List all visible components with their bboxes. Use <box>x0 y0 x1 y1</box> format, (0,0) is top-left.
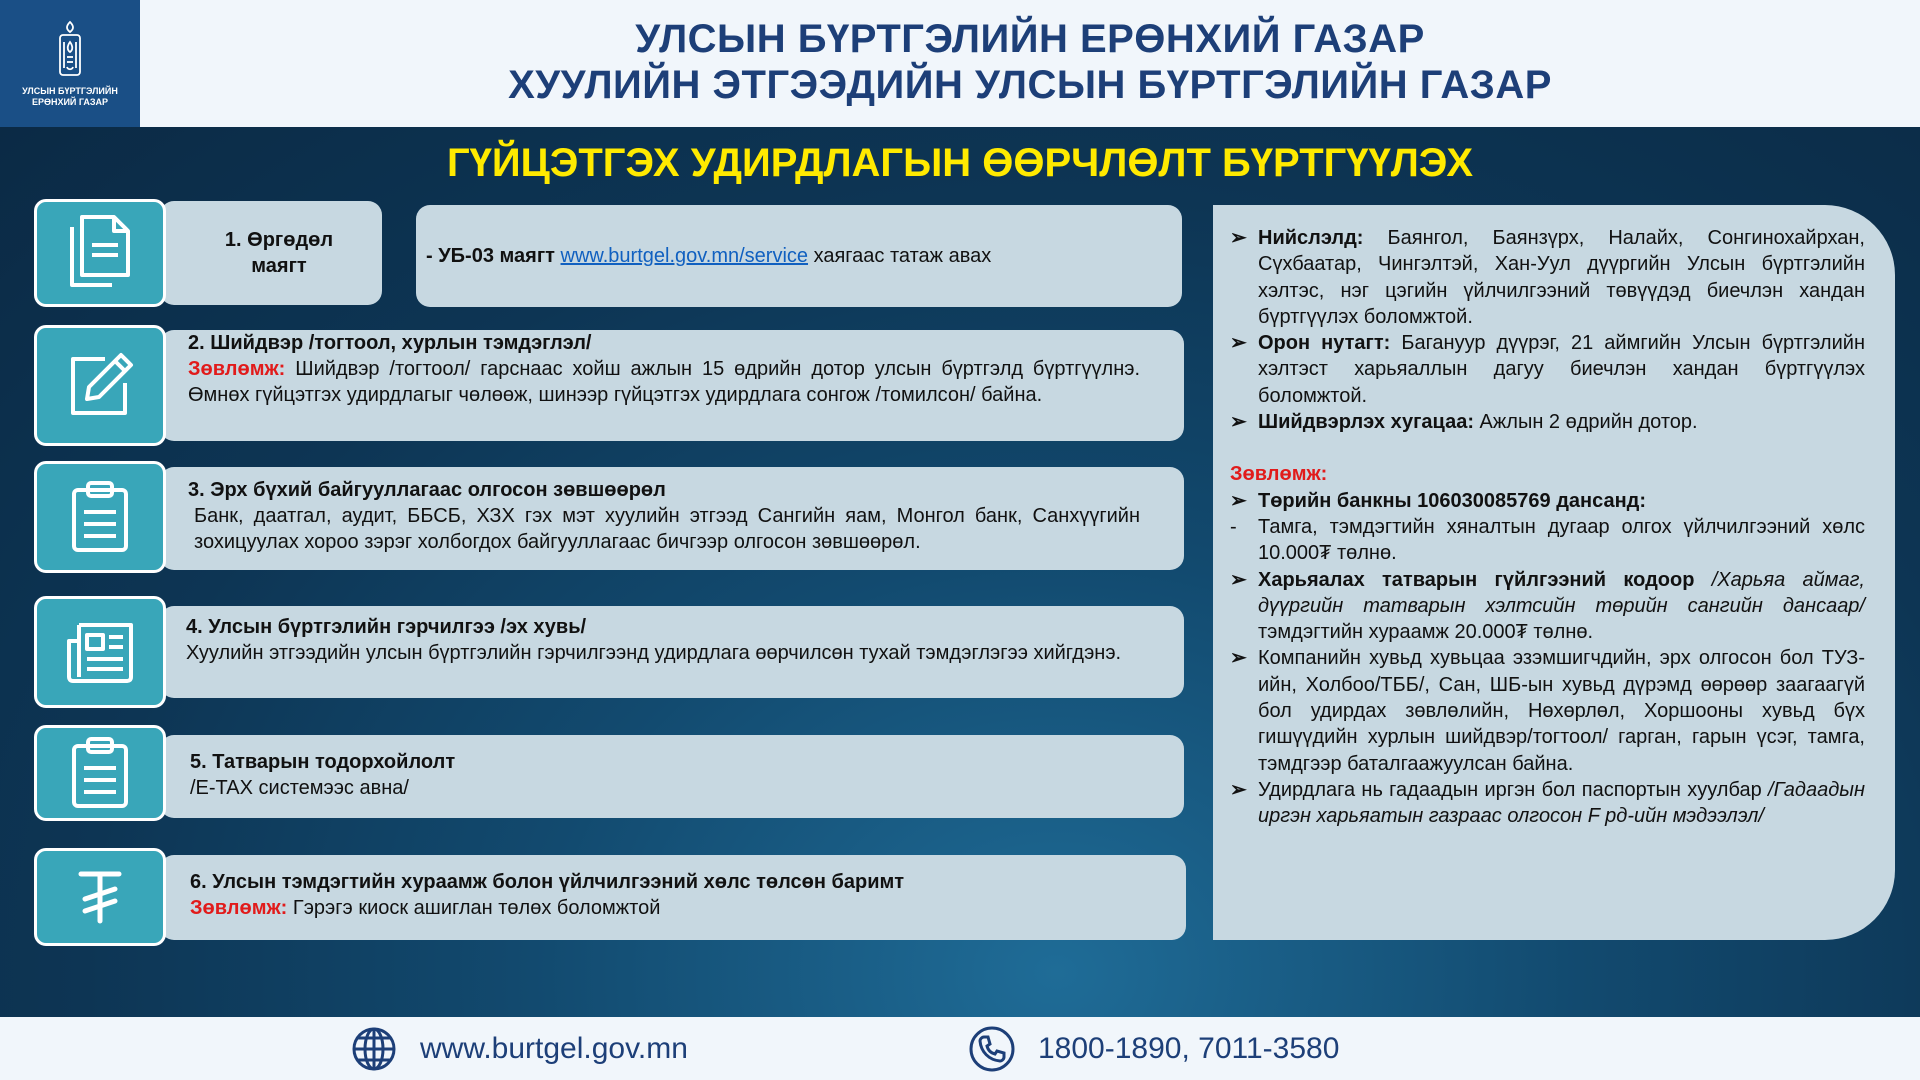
step-3-body: Банк, даатгал, аудит, ББСБ, ХЗХ гэх мэт хуулийн этгээд Сангийн яам, Монгол банк, Санхүүгийн зохицуулах хороо зэрэг холбогдох байгууллагаас бичгээр олгосон зөвшөөрөл. <box>194 505 1140 553</box>
header-title-line1: УЛСЫН БҮРТГЭЛИЙН ЕРӨНХИЙ ГАЗАР <box>635 17 1425 61</box>
footer-phone[interactable] <box>968 1025 1339 1073</box>
arrow-icon: ➢ <box>1230 647 1247 670</box>
edit-icon <box>65 351 135 421</box>
phone-number[interactable]: 1800-1890, 7011-3580 <box>1038 1032 1340 1065</box>
step-6-title: 6. Улсын тэмдэгтийн хураамж болон үйлчилгээний хөлс төлсөн баримт <box>190 871 905 893</box>
clipboard-icon <box>68 736 132 810</box>
step-2-box <box>160 330 1184 441</box>
footer <box>0 1017 1920 1080</box>
service-link[interactable]: www.burtgel.gov.mn/service <box>560 245 809 267</box>
step-1-icon-box <box>34 199 166 307</box>
step-2-icon-box <box>34 325 166 446</box>
header-title-line2: ХУУЛИЙН ЭТГЭЭДИЙН УЛСЫН БҮРТГЭЛИЙН ГАЗАР <box>508 63 1552 107</box>
step-1-desc-box <box>416 205 1182 307</box>
info-item-tax: ➢ Харьяалах татварын гүйлгээний кодоор /Харьяа аймаг, дүүргийн татварын хэлтсийн төрийн сангийн дансаар/ тэмдэгтийн хураамж 20.000₮ төлнө. <box>1230 567 1865 646</box>
step-3-icon-box <box>34 461 166 573</box>
recommendation-label: Зөвлөмж: <box>1230 463 1328 486</box>
arrow-icon: ➢ <box>1230 227 1247 249</box>
tugrik-icon <box>77 869 123 925</box>
footer-website[interactable] <box>350 1025 688 1073</box>
info-panel <box>1213 205 1895 940</box>
emblem-icon <box>57 20 83 78</box>
info-item-stamp-fee: - Тамга, тэмдэгтийн хяналтын дугаар олгох үйлчилгээний хөлс 10.000₮ төлнө. <box>1230 515 1865 565</box>
step-1-suffix: хаягаас татаж авах <box>808 245 992 267</box>
info-item-bank: ➢ Төрийн банкны 106030085769 дансанд: <box>1230 488 1865 514</box>
step-5-body: /E-TAX системээс авна/ <box>190 777 409 799</box>
arrow-icon: ➢ <box>1230 332 1247 355</box>
step-1-prefix: - УБ-03 маягт <box>426 245 561 267</box>
header-title <box>140 16 1920 108</box>
arrow-icon: ➢ <box>1230 411 1247 434</box>
step-1-title: 1. Өргөдөл маягт <box>224 229 334 277</box>
step-6-body: Зөвлөмж: Гэрэгэ киоск ашиглан төлөх боломжтой <box>190 897 661 919</box>
step-6-icon-box <box>34 848 166 946</box>
arrow-icon: ➢ <box>1230 568 1247 591</box>
info-item-foreign: ➢ Удирдлага нь гадаадын иргэн бол паспортын хуулбар /Гадаадын иргэн харьяатын газраас олгосон F рд-ийн мэдээлэл/ <box>1230 777 1865 830</box>
step-2-title: 2. Шийдвэр /тогтоол, хурлын тэмдэглэл/ <box>188 332 592 354</box>
logo[interactable] <box>0 0 140 127</box>
globe-icon <box>350 1025 398 1073</box>
header <box>0 0 1920 127</box>
step-3-title: 3. Эрх бүхий байгууллагаас олгосон зөвшөөрөл <box>188 479 666 501</box>
step-4-title: 4. Улсын бүртгэлийн гэрчилгээ /эх хувь/ <box>186 616 587 638</box>
phone-icon <box>968 1025 1016 1073</box>
step-4-box <box>160 606 1184 698</box>
step-2-body: Зөвлөмж: Шийдвэр /тогтоол/ гарснаас хойш ажлын 15 өдрийн дотор улсын бүртгэлд бүртгүүлнэ. Өмнөх гүйцэтгэх удирдлагыг чөлөөж, шинээр гүйцэтгэх удирдлага сонгож /томилсон/ байна. <box>188 358 1140 406</box>
logo-text: УЛСЫН БҮРТГЭЛИЙН ЕРӨНХИЙ ГАЗАР <box>22 85 118 107</box>
step-5-title: 5. Татварын тодорхойлолт <box>190 751 456 773</box>
step-5-box <box>160 735 1184 818</box>
arrow-icon: ➢ <box>1230 489 1247 512</box>
step-5-icon-box <box>34 725 166 821</box>
step-6-note-label: Зөвлөмж: <box>190 897 288 919</box>
page-title: ГҮЙЦЭТГЭХ УДИРДЛАГЫН ӨӨРЧЛӨЛТ БҮРТГҮҮЛЭХ <box>446 141 1473 185</box>
info-item-capital: ➢ Нийслэлд: Баянгол, Баянзүрх, Налайх, Сонгинохайрхан, Сүхбаатар, Чингэлтэй, Хан-Уул дүүргийн Улсын бүртгэлийн хэлтэс, нэг цэгийн үйлчилгээний төвүүдэд биечлэн хандан бүртгүүлэх боломжтой. <box>1230 225 1865 330</box>
info-item-rural: ➢ Орон нутагт: Багануур дүүрэг, 21 аймгийн Улсын бүртгэлийн хэлтэст харьяаллын дагуу биечлэн хандан бүртгүүлэх боломжтой. <box>1230 330 1865 409</box>
info-item-shareholders: ➢ Компанийн хувьд хувьцаа эзэмшигчдийн, эрх олгосон бол ТУЗ-ийн, Холбоо/ТББ/, Сан, ШБ-ын хувьд дүрэмд өөрөөр заагаагүй бол удирдах зөвлөлийн, Нөхөрлөл, Хоршооны хувьд бүх гишүүдийн хурлын шийдвэр/тогтоол/ гарган, гарын үсэг, тамга, тэмдгээр баталгаажуулсан байна. <box>1230 645 1865 776</box>
info-item-duration: ➢ Шийдвэрлэх хугацаа: Ажлын 2 өдрийн дотор. <box>1230 409 1865 435</box>
arrow-icon: ➢ <box>1230 778 1247 801</box>
step-2-note-label: Зөвлөмж: <box>188 358 286 380</box>
documents-icon <box>64 213 136 293</box>
website-link[interactable]: www.burtgel.gov.mn <box>420 1032 688 1065</box>
step-4-icon-box <box>34 596 166 708</box>
clipboard-icon <box>68 480 132 554</box>
step-4-body: Хуулийн этгээдийн улсын бүртгэлийн гэрчилгээнд удирдлага өөрчилсөн тухай тэмдэглэгээ хийгдэнэ. <box>186 642 1122 664</box>
step-6-box <box>160 855 1186 940</box>
step-3-box <box>160 467 1184 570</box>
newspaper-icon <box>65 619 135 685</box>
step-1-title-box <box>160 201 382 305</box>
